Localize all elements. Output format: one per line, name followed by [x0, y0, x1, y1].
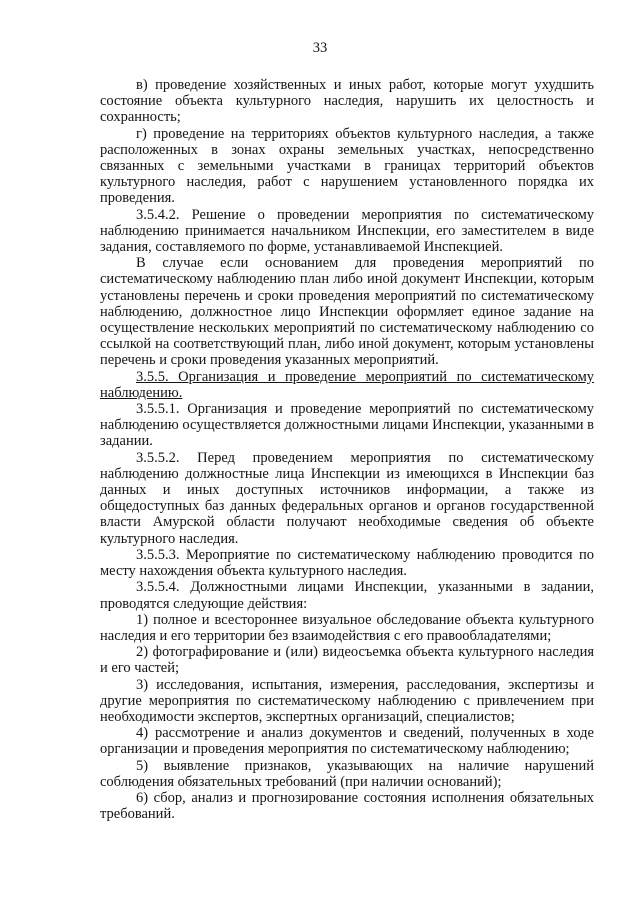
paragraph-plan-case: В случае если основанием для проведения мероприятий по систематическому наблюдению план либо иной документ Инспекции, которым установлены перечень и сроки проведения мероприятий по систематическому наблюдению, должностное лицо Инспекции оформляет единое задание на осуществление нескольких мероприятий по систематическому наблюдению со ссылкой на соответствующий план, либо иной документ, которым установлены перечень и сроки проведения указанных мероприятий.	[100, 255, 594, 369]
document-body	[100, 77, 594, 822]
list-item-4: 4) рассмотрение и анализ документов и сведений, полученных в ходе организации и проведения мероприятия по систематическому наблюдению;	[100, 725, 594, 758]
list-item-6: 6) сбор, анализ и прогнозирование состояния исполнения обязательных требований.	[100, 789, 594, 823]
paragraph-3-5-5-1: 3.5.5.1. Организация и проведение мероприятий по систематическому наблюдению осуществляется должностными лицами Инспекции, указанными в задании.	[100, 401, 594, 450]
section-heading-3-5-5: 3.5.5. Организация и проведение мероприятий по систематическому наблюдению.	[100, 368, 594, 401]
list-item-1: 1) полное и всестороннее визуальное обследование объекта культурного наследия и его территории без взаимодействия с его правообладателями;	[100, 611, 594, 644]
page-number: 33	[312, 40, 328, 56]
paragraph-item-v: в) проведение хозяйственных и иных работ, которые могут ухудшить состояние объекта культурного наследия, нарушить их целостность и сохранность;	[100, 77, 594, 126]
paragraph-item-g: г) проведение на территориях объектов культурного наследия, а также расположенных в зонах охраны земельных участках, непосредственно связанных с земельными участками в границах территорий объектов культурного наследия, работ с нарушением установленного порядка их проведения.	[100, 125, 594, 207]
paragraph-3-5-4-2: 3.5.4.2. Решение о проведении мероприятия по систематическому наблюдению принимается начальником Инспекции, его заместителем в виде задания, составляемого по форме, устанавливаемой Инспекцией.	[100, 206, 594, 256]
list-item-2: 2) фотографирование и (или) видеосъемка объекта культурного наследия и его частей;	[100, 644, 594, 677]
list-item-3: 3) исследования, испытания, измерения, расследования, экспертизы и другие мероприятия по систематическому наблюдению с привлечением при необходимости экспертов, экспертных организаций, специалистов;	[100, 676, 594, 725]
paragraph-3-5-5-4: 3.5.5.4. Должностными лицами Инспекции, указанными в задании, проводятся следующие действия:	[100, 579, 594, 612]
list-item-5: 5) выявление признаков, указывающих на наличие нарушений соблюдения обязательных требований (при наличии оснований);	[100, 757, 594, 790]
paragraph-3-5-5-3: 3.5.5.3. Мероприятие по систематическому наблюдению проводится по месту нахождения объекта культурного наследия.	[100, 546, 594, 580]
paragraph-3-5-5-2: 3.5.5.2. Перед проведением мероприятия по систематическому наблюдению должностные лица Инспекции из имеющихся в Инспекции баз данных и иных доступных источников информации, а также из общедоступных баз данных федеральных органов и органов государственной власти Амурской области получают необходимые сведения об объекте культурного наследия.	[100, 449, 594, 547]
